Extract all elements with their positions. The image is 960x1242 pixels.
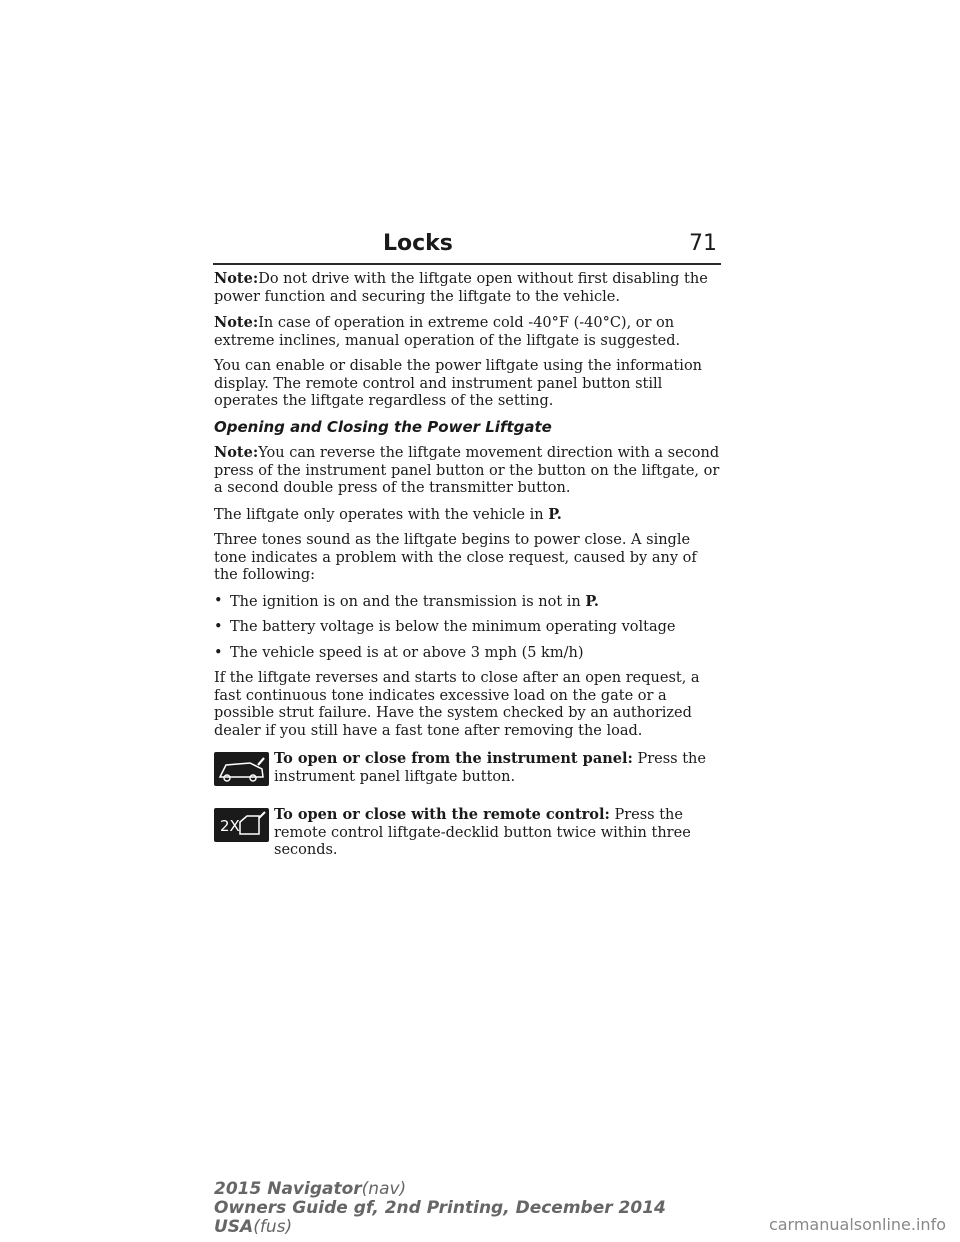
list-item: • The ignition is on and the transmission is not in P. bbox=[214, 592, 599, 610]
paragraph-tones: Three tones sound as the liftgate begins to power close. A single tone indicates a problem with the close request, caused by any of the following: bbox=[214, 532, 697, 583]
instruction-text: Press the remote control liftgate-decklid button twice within three seconds. bbox=[274, 807, 691, 858]
list-item: • The battery voltage is below the minimum operating voltage bbox=[214, 619, 676, 635]
paragraph-reverse-tone: If the liftgate reverses and starts to close after an open request, a fast continuous tone indicates excessive load on the gate or a possible strut failure. Have the system checked by an authorized dealer if you still have a fast tone after removing the load. bbox=[214, 670, 700, 739]
subheading: Opening and Closing the Power Liftgate bbox=[214, 417, 552, 436]
note-text: In case of operation in extreme cold -40°F (-40°C), or on extreme inclines, manual operation of the liftgate is suggested. bbox=[214, 315, 681, 349]
note-label: Note: bbox=[214, 444, 259, 461]
remote-control-instruction bbox=[214, 806, 724, 860]
instruction-label: To open or close with the remote control: bbox=[274, 806, 610, 823]
list-item: • The vehicle speed is at or above 3 mph (5 km/h) bbox=[214, 644, 584, 661]
svg-text:2X: 2X bbox=[220, 817, 240, 835]
gear-p: P. bbox=[548, 505, 562, 523]
instruction-label: To open or close from the instrument panel: bbox=[274, 750, 633, 767]
remote-2x-icon bbox=[214, 808, 269, 842]
note-text: Do not drive with the liftgate open without first disabling the power function and securing the liftgate to the vehicle. bbox=[214, 271, 708, 305]
paragraph-power-liftgate-setting: You can enable or disable the power liftgate using the information display. The remote control and instrument panel button still operates the liftgate regardless of the setting. bbox=[214, 358, 703, 409]
bullet-symbol: • bbox=[214, 619, 223, 635]
page-number: 71 bbox=[689, 231, 717, 256]
instrument-panel-instruction bbox=[214, 750, 724, 790]
note-3 bbox=[214, 444, 724, 498]
instruction-text: Press the instrument panel liftgate button. bbox=[274, 751, 706, 785]
page-footer: 2015 Navigator(nav) Owners Guide gf, 2nd Printing, December 2014 USA(fus) bbox=[214, 1179, 666, 1237]
note-2 bbox=[214, 314, 724, 350]
bullet-symbol: • bbox=[214, 592, 223, 609]
bullet-symbol: • bbox=[214, 644, 223, 661]
watermark: carmanualsonline.info bbox=[768, 1215, 946, 1234]
note-1 bbox=[214, 270, 724, 306]
note-text: You can reverse the liftgate movement direction with a second press of the instrument panel button or the button on the liftgate, or a second double press of the transmitter button. bbox=[214, 445, 720, 496]
paragraph-park-requirement: The liftgate only operates with the vehicle in P. bbox=[214, 505, 562, 523]
liftgate-button-icon bbox=[214, 752, 269, 786]
note-label: Note: bbox=[214, 270, 259, 287]
section-title: Locks bbox=[383, 231, 453, 256]
page-header bbox=[213, 231, 721, 265]
note-label: Note: bbox=[214, 314, 259, 331]
page-body bbox=[214, 270, 724, 876]
